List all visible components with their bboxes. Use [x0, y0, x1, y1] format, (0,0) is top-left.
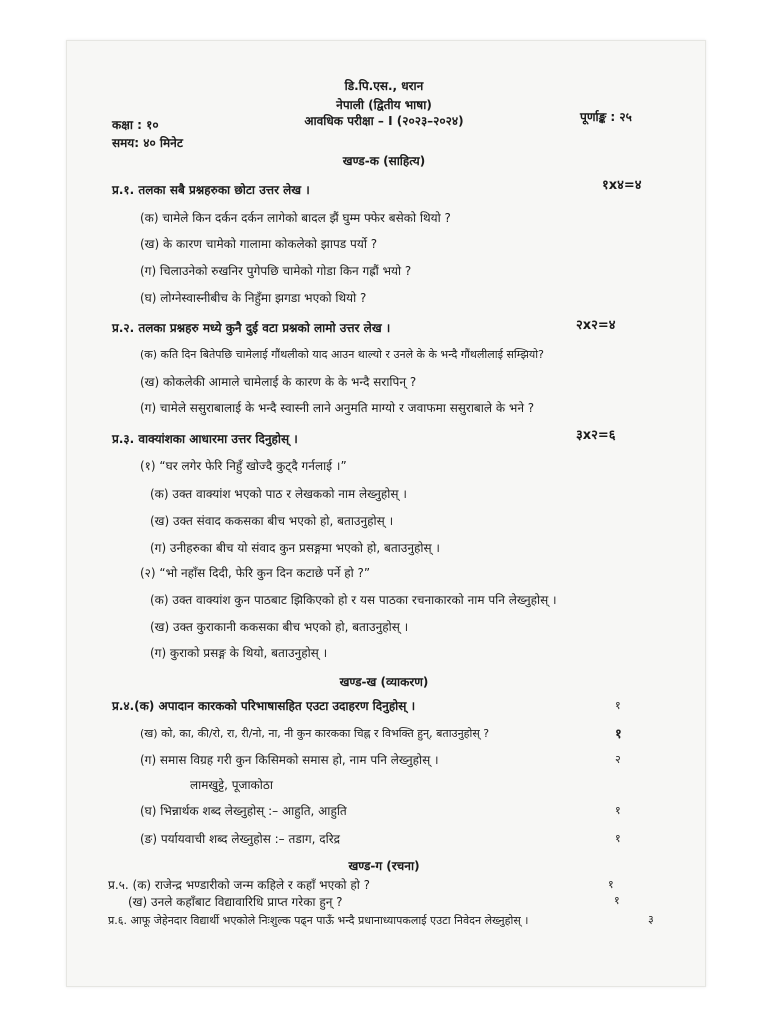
- section-ka-title: खण्ड-क (साहित्य): [342, 154, 426, 168]
- q4-compound-words: लामखुट्टे, पूजाकोठा: [190, 778, 273, 792]
- q4-item-marks: १: [615, 804, 621, 817]
- q3-item: (क) उक्त वाक्यांश कुन पाठबाट झिकिएको हो र यस पाठका रचनाकारको नाम पनि लेख्नुहोस् ।: [150, 593, 557, 607]
- q5-item: (ख) उनले कहाँबाट विद्यावारिधि प्राप्त गरेका हुन् ?: [128, 895, 343, 909]
- q1-item: (घ) लोग्नेस्वास्नीबीच के निहुँमा झगडा भएको थियो ?: [140, 291, 367, 305]
- q5-item: प्र.५. (क) राजेन्द्र भण्डारीको जन्म कहिले र कहाँ भएको हो ?: [108, 878, 371, 892]
- q1-title: प्र.१. तलका सबै प्रश्नहरुका छोटा उत्तर लेख ।: [112, 183, 310, 197]
- q4-item-marks: १: [615, 727, 622, 742]
- q4-item-marks: १: [615, 832, 621, 845]
- q6-marks: ३: [648, 913, 654, 926]
- q4-title: प्र.४.(क) अपादान कारकको परिभाषासहित एउटा उदाहरण दिनुहोस् ।: [112, 699, 416, 713]
- q2-marks: २x२=४: [576, 318, 616, 333]
- q1-item: (ग) चिलाउनेको रुखनिर पुगेपछि चामेको गोडा किन गह्रौं भयो ?: [140, 264, 412, 278]
- q4-item: (ख) को, का, की/रो, रा, री/नो, ना, नी कुन कारकका चिह्न र विभक्ति हुन्, बताउनुहोस् ?: [140, 727, 490, 740]
- school-name: डि.पि.एस., धरान: [344, 79, 424, 93]
- q3-item: (ख) उक्त कुराकानी ककसका बीच भएको हो, बताउनुहोस् ।: [150, 620, 409, 634]
- q4-item: (घ) भिन्नार्थक शब्द लेख्नुहोस् :– आहुति, आहुति: [140, 804, 347, 818]
- q3-quote-2: (२) “भो नहाँस दिदी, फेरि कुन दिन कटाछे पर्ने हो ?”: [140, 566, 371, 580]
- q5-item-marks: १: [614, 894, 620, 907]
- section-kha-title: खण्ड-ख (व्याकरण): [339, 675, 429, 689]
- q3-title: प्र.३. वाक्यांशका आधारमा उत्तर दिनुहोस् ।: [112, 432, 298, 446]
- exam-title: आवधिक परीक्षा – I (२०२३–२०२४): [304, 114, 464, 128]
- q3-item: (ग) कुराको प्रसङ्ग के थियो, बताउनुहोस् ।: [150, 646, 328, 660]
- q3-item: (ख) उक्त संवाद ककसका बीच भएको हो, बताउनुहोस् ।: [150, 514, 394, 528]
- section-ga-title: खण्ड-ग (रचना): [348, 859, 420, 873]
- q4-title-marks: १: [615, 699, 621, 712]
- q1-marks: १x४=४: [602, 178, 642, 193]
- q1-item: (क) चामेले किन दर्कन दर्कन लागेको बादल झैं घुम्म फ्फेर बसेको थियो ?: [140, 211, 451, 225]
- q5-item-marks: १: [608, 878, 614, 891]
- q3-marks: ३x२=६: [576, 428, 616, 443]
- q3-item: (ग) उनीहरुका बीच यो संवाद कुन प्रसङ्गमा भएको हो, बताउनुहोस् ।: [150, 541, 440, 555]
- q4-item: (ङ) पर्यायवाची शब्द लेख्नुहोस :– तडाग, दरिद्र: [140, 832, 341, 846]
- q2-title: प्र.२. तलका प्रश्नहरु मध्ये कुनै दुई वटा प्रश्नको लामो उत्तर लेख ।: [112, 321, 391, 335]
- q6-item: प्र.६. आफू जेहेनदार विद्यार्थी भएकोले निःशुल्क पढ्न पाऊँ भन्दै प्रधानाध्यापकलाई एउटा निवेदन लेख्नुहोस् ।: [108, 914, 529, 927]
- q4-item: (ग) समास विग्रह गरी कुन किसिमको समास हो, नाम पनि लेख्नुहोस् ।: [140, 753, 439, 767]
- q3-item: (क) उक्त वाक्यांश भएको पाठ र लेखकको नाम लेख्नुहोस् ।: [150, 487, 407, 501]
- full-marks: पूर्णाङ्क : २५: [580, 110, 632, 124]
- q3-quote-1: (१) “घर लगेर फेरि निहुँ खोज्दै कुट्दै गर्नलाई ।”: [140, 459, 347, 473]
- subject-title: नेपाली (द्वितीय भाषा): [336, 98, 432, 112]
- time-label: समय: ४० मिनेट: [112, 136, 183, 150]
- class-label: कक्षा : १०: [112, 118, 159, 132]
- q1-item: (ख) के कारण चामेको गालामा कोकलेको झापड पर्यो ?: [140, 237, 378, 251]
- q2-item: (ग) चामेले ससुराबालाई के भन्दै स्वास्नी लाने अनुमति माग्यो र जवाफमा ससुराबाले के भने ?: [140, 401, 535, 415]
- q4-item-marks: २: [615, 753, 621, 766]
- q2-item: (ख) कोकलेकी आमाले चामेलाई के कारण के के भन्दै सरापिन् ?: [140, 375, 417, 389]
- q2-item: (क) कति दिन बितेपछि चामेलाई गौंथलीको याद आउन थाल्यो र उनले के के भन्दै गौंथलीलाई सम्झियो?: [140, 348, 544, 361]
